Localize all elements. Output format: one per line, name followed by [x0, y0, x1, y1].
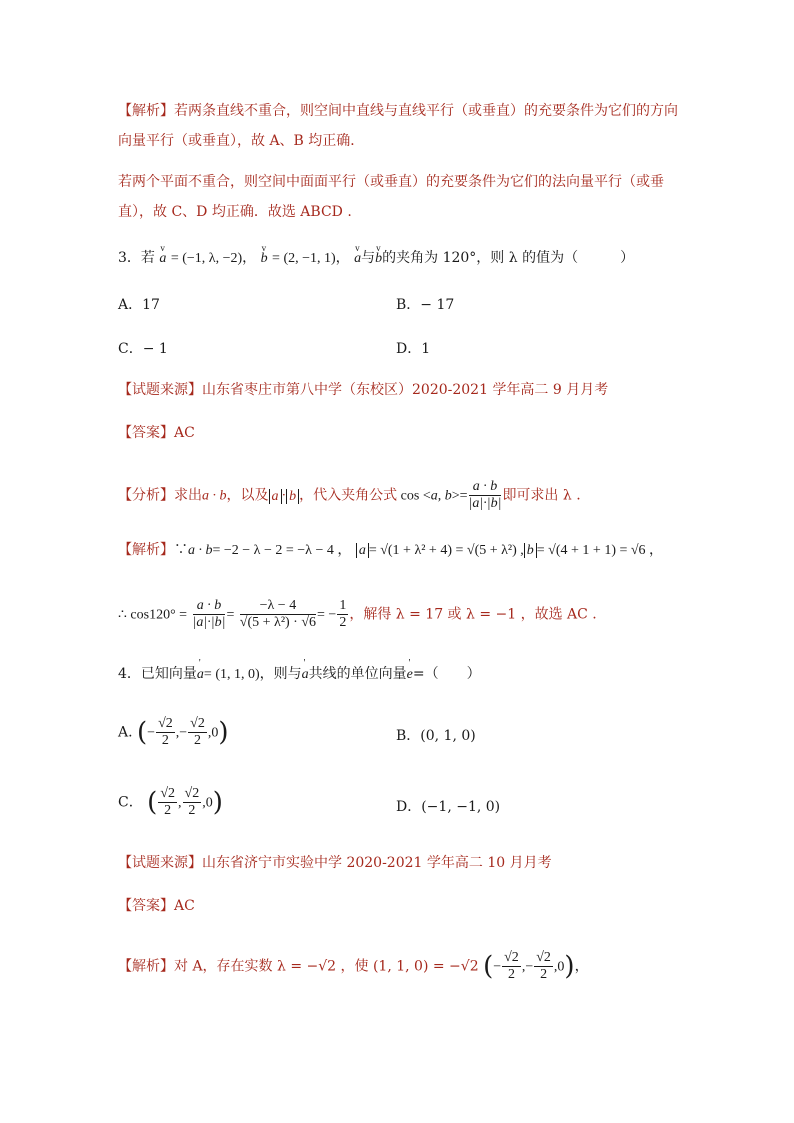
- question-4-source: 【试题来源】山东省济宁市实验中学 2020-2021 学年高二 10 月月考: [118, 855, 552, 871]
- question-3-solution-1: 【解析】∵a · b= −2 − λ − 2 = −λ − 4 ， a = √(1 + λ² + 4) = √(5 + λ²) , b = √(4 + 1 + 1) = √6 ，: [118, 542, 664, 558]
- explanation-line-3: 若两个平面不重合，则空间中面面平行（或垂直）的充要条件为它们的法向量平行（或垂: [118, 174, 664, 190]
- substitution-fraction: $\frac{-\lambda - 4}{\text{√(5 + λ²) · √6}}$: [239, 598, 317, 630]
- option-D: D．1: [396, 341, 431, 357]
- question-3-solution-2: ∴ cos120° = $\frac{a \cdot b}{|a|\cdot|b|}$ = $\frac{-\lambda - 4}{\text{√(5 + λ²) · √6}}$ = − $\frac{1}{2}$ ，解得 λ = 17 或 λ = −1 ，故选 AC .: [118, 598, 597, 630]
- question-3-analysis: 【分析】求出a · b，以及 a · b ，代入夹角公式 cos <a, b>= $\frac{a \cdot b}{|a|\cdot|b|}$ 即可求出 λ .: [118, 479, 581, 511]
- cosine-formula: $\frac{a \cdot b}{|a|\cdot|b|}$: [468, 479, 502, 511]
- question-4-answer: 【答案】AC: [118, 898, 195, 914]
- option-A: A. (− $\frac{√2}{2}$ ,− $\frac{√2}{2}$ ,0): [118, 716, 229, 748]
- option-B: B．− 17: [396, 297, 455, 313]
- option-C: C． ( $\frac{√2}{2}$ , $\frac{√2}{2}$ ,0): [118, 786, 223, 818]
- vector-b: v b: [261, 249, 268, 269]
- explanation-line-2: 向量平行（或垂直），故 A、B 均正确．: [118, 133, 365, 149]
- question-4-solution: 【解析】对 A，存在实数 λ = −√2 ，使 (1, 1, 0) = −√2 (− $\frac{√2}{2}$ ,− $\frac{√2}{2}$ ,0)，: [118, 950, 589, 982]
- option-D: D．(−1, −1, 0): [396, 799, 501, 815]
- question-3-stem: 3．若 v a = (−1, λ, −2)， v b = (2, −1, 1)， v a与v b的夹角为 120°，则 λ 的值为（ ）: [118, 248, 634, 269]
- explanation-tag: 【解析】: [118, 103, 174, 119]
- question-3-answer: 【答案】AC: [118, 425, 195, 441]
- option-C: C．− 1: [118, 341, 168, 357]
- vector-a: v a: [159, 249, 166, 269]
- question-4-stem: 4．已知向量' a= (1, 1, 0)，则与' a共线的单位向量' e=（ ）: [118, 664, 481, 685]
- question-3-source: 【试题来源】山东省枣庄市第八中学（东校区）2020-2021 学年高二 9 月月考: [118, 382, 609, 398]
- option-A: A．17: [118, 297, 160, 313]
- option-B: B．(0, 1, 0): [396, 728, 476, 744]
- explanation-line-4: 直），故 C、D 均正确．故选 ABCD .: [118, 204, 352, 220]
- explanation-line-1: 【解析】若两条直线不重合，则空间中直线与直线平行（或垂直）的充要条件为它们的方向: [118, 103, 678, 119]
